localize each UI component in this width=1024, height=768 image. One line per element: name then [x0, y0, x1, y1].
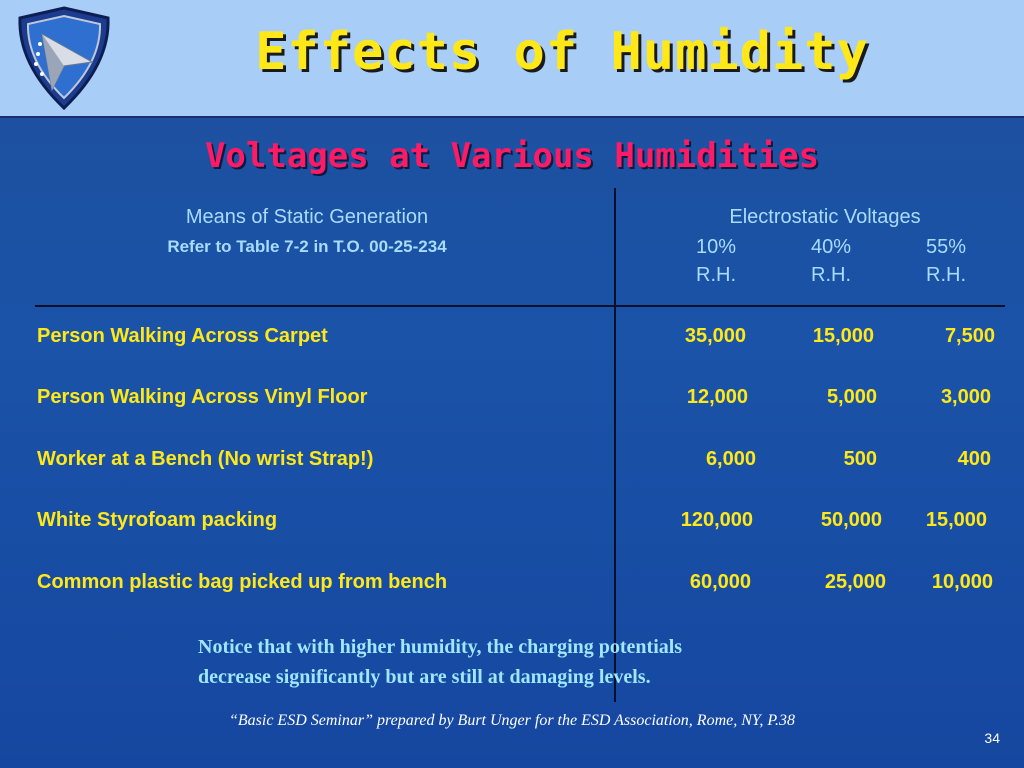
- table-row: [0, 448, 1024, 478]
- row-value-55: 10,000: [931, 571, 993, 593]
- row-label: Person Walking Across Vinyl Floor: [37, 386, 368, 408]
- row-value-10: 6,000: [705, 448, 756, 470]
- table-row: [0, 509, 1024, 539]
- table-horizontal-divider: [35, 305, 1005, 307]
- source-citation: “Basic ESD Seminar” prepared by Burt Unger for the ESD Association, Rome, NY, P.38: [228, 712, 796, 729]
- row-value-40: 5,000: [826, 386, 877, 408]
- slide-subtitle: Voltages at Various Humidities: [204, 136, 820, 176]
- row-value-40: 15,000: [812, 325, 874, 347]
- row-value-55: 15,000: [925, 509, 987, 531]
- row-value-40: 25,000: [824, 571, 886, 593]
- slide-title: Effects of Humidity: [255, 22, 869, 82]
- column-header-10: 10% R.H.: [695, 236, 737, 286]
- note-line-2: decrease significantly but are still at damaging levels.: [198, 666, 651, 688]
- page-number: 34: [984, 730, 1000, 746]
- left-header-reference: Refer to Table 7-2 in T.O. 00-25-234: [167, 237, 447, 256]
- left-column-header: [100, 206, 514, 257]
- row-value-55: 400: [957, 448, 991, 470]
- right-header-title: Electrostatic Voltages: [729, 206, 921, 228]
- row-label: White Styrofoam packing: [37, 509, 278, 531]
- right-column-header: [660, 206, 990, 289]
- row-label: Person Walking Across Carpet: [37, 325, 328, 347]
- table-vertical-divider: [614, 188, 616, 702]
- table-row: [0, 571, 1024, 601]
- row-label: Common plastic bag picked up from bench: [37, 571, 448, 593]
- column-header-40: 40% R.H.: [810, 236, 852, 286]
- left-header-title: Means of Static Generation: [185, 206, 429, 228]
- column-header-55: 55% R.H.: [925, 236, 967, 286]
- row-value-10: 60,000: [689, 571, 751, 593]
- row-value-55: 3,000: [940, 386, 991, 408]
- slide-header: [0, 0, 1024, 118]
- row-value-10: 12,000: [686, 386, 748, 408]
- note-line-1: Notice that with higher humidity, the charging potentials: [198, 636, 683, 658]
- table-row: [0, 386, 1024, 416]
- row-value-10: 35,000: [684, 325, 746, 347]
- humidity-note: [198, 632, 898, 692]
- row-label: Worker at a Bench (No wrist Strap!): [37, 448, 374, 470]
- table-row: [0, 325, 1024, 355]
- row-value-10: 120,000: [680, 509, 753, 531]
- humidity-columns: [660, 233, 990, 289]
- row-value-40: 500: [843, 448, 877, 470]
- row-value-55: 7,500: [944, 325, 995, 347]
- row-value-40: 50,000: [820, 509, 882, 531]
